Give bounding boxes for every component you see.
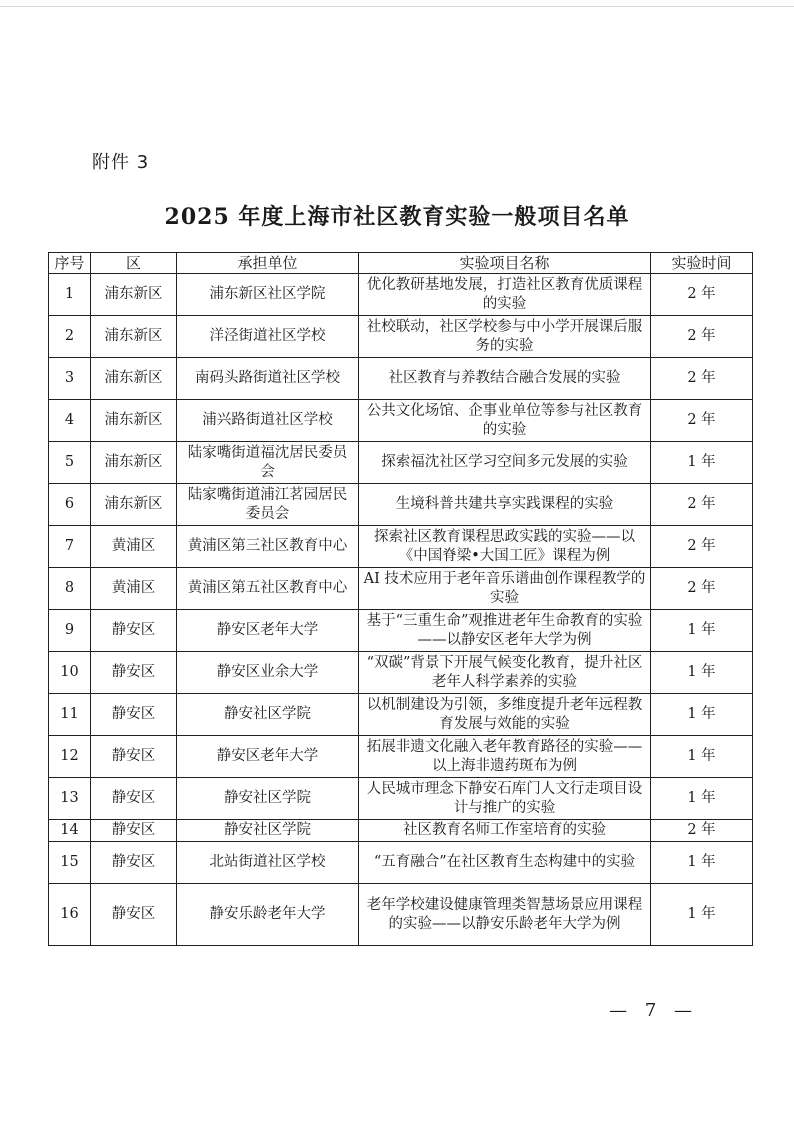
cell-district: 浦东新区 [91,442,177,484]
cell-district: 静安区 [91,610,177,652]
cell-district: 浦东新区 [91,274,177,316]
cell-duration: 2 年 [651,274,753,316]
cell-duration: 2 年 [651,400,753,442]
cell-district: 静安区 [91,778,177,820]
cell-duration: 1 年 [651,884,753,946]
cell-unit: 黄浦区第三社区教育中心 [177,526,359,568]
page-title: 2025 年度上海市社区教育实验一般项目名单 [164,204,630,230]
cell-district: 静安区 [91,694,177,736]
cell-district: 浦东新区 [91,358,177,400]
table-row [49,778,753,820]
cell-unit: 浦兴路街道社区学校 [177,400,359,442]
table-row [49,358,753,400]
cell-duration: 1 年 [651,652,753,694]
cell-unit: 静安区老年大学 [177,736,359,778]
cell-unit: 陆家嘴街道福沈居民委员会 [177,442,359,484]
cell-project: AI 技术应用于老年音乐谱曲创作课程教学的实验 [359,568,651,610]
header-no: 序号 [49,253,91,274]
table-row [49,274,753,316]
cell-no: 10 [49,652,91,694]
cell-project: 拓展非遗文化融入老年教育路径的实验——以上海非遗药斑布为例 [359,736,651,778]
cell-unit: 南码头路街道社区学校 [177,358,359,400]
cell-district: 静安区 [91,884,177,946]
table-row [49,820,753,842]
table-row [49,484,753,526]
header-project: 实验项目名称 [359,253,651,274]
cell-duration: 1 年 [651,842,753,884]
header-district: 区 [91,253,177,274]
cell-district: 黄浦区 [91,526,177,568]
cell-no: 1 [49,274,91,316]
cell-project: 以机制建设为引领，多维度提升老年远程教育发展与效能的实验 [359,694,651,736]
cell-project: 社校联动，社区学校参与中小学开展课后服务的实验 [359,316,651,358]
cell-project: 探索社区教育课程思政实践的实验——以《中国脊梁•大国工匠》课程为例 [359,526,651,568]
cell-duration: 2 年 [651,484,753,526]
cell-district: 静安区 [91,652,177,694]
cell-unit: 浦东新区社区学院 [177,274,359,316]
cell-unit: 静安区业余大学 [177,652,359,694]
cell-unit: 静安区老年大学 [177,610,359,652]
cell-project: “双碳”背景下开展气候变化教育，提升社区老年人科学素养的实验 [359,652,651,694]
cell-no: 12 [49,736,91,778]
cell-unit: 陆家嘴街道浦江茗园居民委员会 [177,484,359,526]
cell-project: 社区教育名师工作室培育的实验 [359,820,651,842]
page-number: — 7 — [609,1000,698,1021]
project-table [48,252,753,946]
cell-project: 老年学校建设健康管理类智慧场景应用课程的实验——以静安乐龄老年大学为例 [359,884,651,946]
cell-duration: 1 年 [651,610,753,652]
header-unit: 承担单位 [177,253,359,274]
cell-project: “五育融合”在社区教育生态构建中的实验 [359,842,651,884]
cell-unit: 洋泾街道社区学校 [177,316,359,358]
attachment-label: 附件 3 [92,152,150,173]
cell-no: 2 [49,316,91,358]
cell-duration: 1 年 [651,736,753,778]
cell-unit: 静安乐龄老年大学 [177,884,359,946]
cell-no: 9 [49,610,91,652]
cell-duration: 2 年 [651,316,753,358]
cell-project: 优化教研基地发展，打造社区教育优质课程的实验 [359,274,651,316]
cell-duration: 2 年 [651,820,753,842]
cell-no: 13 [49,778,91,820]
cell-district: 浦东新区 [91,484,177,526]
cell-duration: 2 年 [651,568,753,610]
cell-unit: 黄浦区第五社区教育中心 [177,568,359,610]
cell-unit: 静安社区学院 [177,820,359,842]
table-row [49,400,753,442]
cell-district: 浦东新区 [91,316,177,358]
cell-no: 8 [49,568,91,610]
cell-project: 社区教育与养教结合融合发展的实验 [359,358,651,400]
cell-unit: 静安社区学院 [177,778,359,820]
table-row [49,884,753,946]
cell-no: 11 [49,694,91,736]
cell-district: 黄浦区 [91,568,177,610]
cell-no: 16 [49,884,91,946]
table-row [49,526,753,568]
cell-unit: 静安社区学院 [177,694,359,736]
cell-duration: 1 年 [651,694,753,736]
table-row [49,610,753,652]
cell-project: 人民城市理念下静安石库门人文行走项目设计与推广的实验 [359,778,651,820]
cell-project: 生境科普共建共享实践课程的实验 [359,484,651,526]
cell-no: 6 [49,484,91,526]
table-header-row [49,253,753,274]
table-row [49,736,753,778]
cell-no: 15 [49,842,91,884]
table-row [49,694,753,736]
cell-duration: 2 年 [651,358,753,400]
cell-project: 基于“三重生命”观推进老年生命教育的实验——以静安区老年大学为例 [359,610,651,652]
cell-no: 5 [49,442,91,484]
header-duration: 实验时间 [651,253,753,274]
scan-top-edge [0,6,794,7]
cell-no: 4 [49,400,91,442]
table-row [49,568,753,610]
cell-district: 静安区 [91,842,177,884]
cell-no: 14 [49,820,91,842]
cell-no: 3 [49,358,91,400]
cell-unit: 北站街道社区学校 [177,842,359,884]
cell-duration: 1 年 [651,778,753,820]
cell-duration: 1 年 [651,442,753,484]
cell-project: 公共文化场馆、企事业单位等参与社区教育的实验 [359,400,651,442]
cell-duration: 2 年 [651,526,753,568]
cell-no: 7 [49,526,91,568]
table-row [49,652,753,694]
table-row [49,442,753,484]
cell-district: 浦东新区 [91,400,177,442]
cell-district: 静安区 [91,736,177,778]
table-row [49,842,753,884]
cell-district: 静安区 [91,820,177,842]
table-row [49,316,753,358]
cell-project: 探索福沈社区学习空间多元发展的实验 [359,442,651,484]
